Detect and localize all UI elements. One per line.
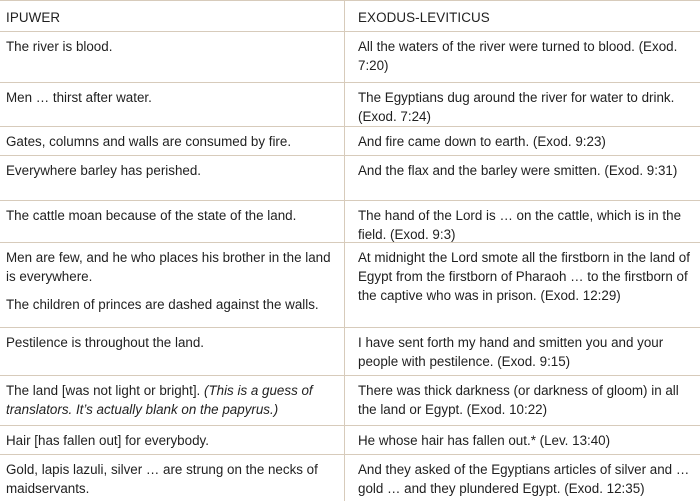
table-row: [0, 83, 700, 127]
exodus-cell: There was thick darkness (or darkness of gloom) in all the land or Egypt. (Exod. 10:22): [358, 383, 679, 417]
table-row: [0, 426, 700, 455]
ipuwer-cell: [0, 455, 345, 501]
table-row: [0, 376, 700, 426]
ipuwer-cell: [0, 201, 345, 242]
exodus-cell: I have sent forth my hand and smitten you and your people with pestilence. (Exod. 9:15): [358, 335, 664, 369]
table-row: [0, 455, 700, 501]
exodus-cell: All the waters of the river were turned to blood. (Exod. 7:20): [358, 39, 678, 73]
ipuwer-text: The river is blood.: [6, 39, 113, 54]
exodus-cell: The Egyptians dug around the river for water to drink. (Exod. 7:24): [358, 90, 675, 124]
table-row: [0, 156, 700, 201]
ipuwer-cell: [0, 32, 345, 82]
header-ipuwer: IPUWER: [0, 1, 345, 31]
ipuwer-cell: [0, 243, 345, 327]
ipuwer-text: Men are few, and he who places his brother in the land is everywhere.: [6, 250, 331, 284]
ipuwer-cell: [0, 376, 345, 425]
header-exodus-leviticus: EXODUS-LEVITICUS: [358, 10, 490, 25]
ipuwer-cell: [0, 127, 345, 155]
table-row: [0, 201, 700, 243]
ipuwer-text: Everywhere barley has perished.: [6, 163, 202, 178]
ipuwer-cell: [0, 328, 345, 375]
ipuwer-text-plain: The land [was not light or bright].: [6, 383, 204, 398]
table-header-row: [0, 1, 700, 32]
ipuwer-cell: [0, 83, 345, 126]
table-row: [0, 328, 700, 376]
exodus-cell: The hand of the Lord is … on the cattle, which is in the field. (Exod. 9:3): [358, 208, 682, 242]
exodus-cell: And they asked of the Egyptians articles of silver and … gold … and they plundered Egypt. (Exod. 12:35): [358, 462, 690, 496]
ipuwer-text: Gates, columns and walls are consumed by fire.: [6, 134, 292, 149]
table-row: [0, 127, 700, 156]
ipuwer-text: Hair [has fallen out] for everybody.: [6, 433, 209, 448]
ipuwer-text: The cattle moan because of the state of the land.: [6, 208, 297, 223]
ipuwer-cell: [0, 426, 345, 454]
exodus-cell: And the flax and the barley were smitten. (Exod. 9:31): [358, 163, 678, 178]
ipuwer-text: [6, 381, 336, 419]
translator-note: (This is a guess of translators. It’s actually blank on the papyrus.): [6, 383, 313, 417]
ipuwer-text: Pestilence is throughout the land.: [6, 335, 205, 350]
ipuwer-text: Men … thirst after water.: [6, 90, 152, 105]
ipuwer-text: Gold, lapis lazuli, silver … are strung on the necks of maidservants.: [6, 462, 318, 496]
ipuwer-cell: [0, 156, 345, 200]
exodus-cell: He whose hair has fallen out.* (Lev. 13:40): [358, 433, 611, 448]
table-row: [0, 32, 700, 83]
ipuwer-text: The children of princes are dashed against the walls.: [6, 297, 319, 312]
table-row: [0, 243, 700, 328]
exodus-cell: At midnight the Lord smote all the firstborn in the land of Egypt from the firstborn of Pharaoh … to the firstborn of the captive who was in prison. (Exod. 12:29): [358, 250, 690, 303]
exodus-cell: And fire came down to earth. (Exod. 9:23): [358, 134, 606, 149]
